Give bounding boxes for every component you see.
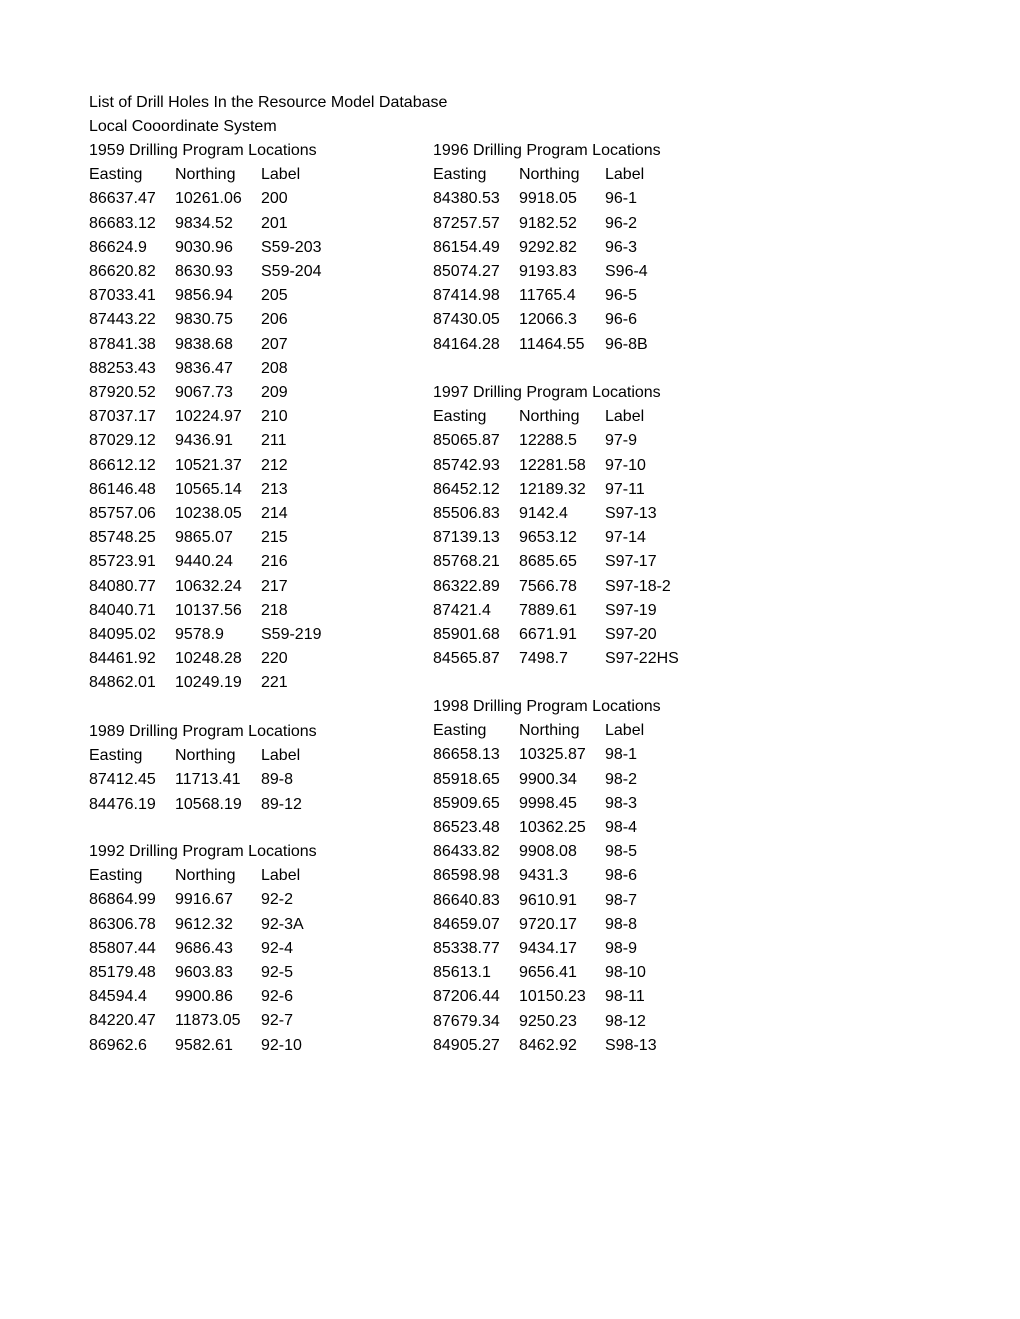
easting-cell: 85179.48 bbox=[89, 964, 156, 981]
easting-cell: 85742.93 bbox=[433, 456, 500, 474]
easting-cell: 84040.71 bbox=[89, 601, 156, 619]
easting-cell: 86624.9 bbox=[89, 238, 147, 256]
label-cell: 96-3 bbox=[605, 238, 638, 256]
northing-cell: 10521.37 bbox=[175, 456, 242, 474]
northing-cell: 11464.55 bbox=[519, 335, 585, 353]
label-cell: 97-9 bbox=[605, 432, 638, 450]
northing-cell: 9900.34 bbox=[519, 770, 577, 788]
easting-cell: 85807.44 bbox=[89, 939, 156, 957]
easting-cell: 87037.17 bbox=[89, 408, 156, 426]
label-cell: S96-4 bbox=[605, 263, 648, 280]
label-cell: 96-2 bbox=[605, 214, 638, 232]
easting-cell: 84565.87 bbox=[433, 650, 500, 668]
easting-cell: 86962.6 bbox=[89, 1036, 147, 1054]
northing-cell: 9142.4 bbox=[519, 505, 568, 522]
label-cell: 97-14 bbox=[605, 529, 646, 547]
label-cell: 98-11 bbox=[605, 988, 645, 1006]
easting-cell: 87430.05 bbox=[433, 311, 500, 329]
header-easting: Easting bbox=[433, 408, 487, 426]
label-cell: 92-4 bbox=[261, 939, 294, 957]
label-cell: 206 bbox=[261, 311, 288, 329]
northing-cell: 9578.9 bbox=[175, 626, 224, 643]
easting-cell: 85918.65 bbox=[433, 770, 500, 788]
easting-cell: 87139.13 bbox=[433, 529, 500, 547]
label-cell: 205 bbox=[261, 287, 288, 305]
label-cell: 212 bbox=[261, 456, 288, 474]
program-title: 1996 Drilling Program Locations bbox=[433, 142, 661, 159]
header-label: Label bbox=[261, 867, 301, 885]
northing-cell: 9900.86 bbox=[175, 988, 233, 1006]
label-cell: S97-19 bbox=[605, 601, 657, 619]
header-northing: Northing bbox=[519, 722, 580, 740]
easting-cell: 86523.48 bbox=[433, 819, 500, 836]
header-northing: Northing bbox=[175, 166, 236, 184]
northing-cell: 9612.32 bbox=[175, 915, 233, 933]
easting-cell: 85613.1 bbox=[433, 964, 491, 982]
northing-cell: 10224.97 bbox=[175, 408, 242, 426]
header-easting: Easting bbox=[89, 747, 143, 765]
label-cell: 209 bbox=[261, 384, 288, 401]
easting-cell: 85748.25 bbox=[89, 529, 156, 547]
northing-cell: 12189.32 bbox=[519, 480, 586, 498]
northing-cell: 8685.65 bbox=[519, 553, 577, 571]
easting-cell: 85757.06 bbox=[89, 505, 156, 522]
label-cell: 98-9 bbox=[605, 940, 638, 957]
label-cell: 213 bbox=[261, 480, 288, 498]
easting-cell: 86637.47 bbox=[89, 190, 156, 208]
easting-cell: 85901.68 bbox=[433, 626, 500, 643]
northing-cell: 9182.52 bbox=[519, 214, 577, 232]
easting-cell: 86146.48 bbox=[89, 480, 156, 498]
label-cell: 96-6 bbox=[605, 311, 638, 329]
easting-cell: 88253.43 bbox=[89, 359, 156, 377]
label-cell: S59-203 bbox=[261, 238, 322, 256]
easting-cell: 84659.07 bbox=[433, 915, 500, 933]
easting-cell: 84080.77 bbox=[89, 577, 156, 595]
label-cell: 98-10 bbox=[605, 964, 646, 982]
label-cell: 215 bbox=[261, 529, 288, 547]
northing-cell: 12288.5 bbox=[519, 432, 577, 450]
northing-cell: 9916.67 bbox=[175, 891, 233, 909]
northing-cell: 10249.19 bbox=[175, 674, 242, 692]
easting-cell: 84164.28 bbox=[433, 335, 500, 353]
easting-cell: 87412.45 bbox=[89, 771, 156, 789]
easting-cell: 85506.83 bbox=[433, 505, 500, 522]
easting-cell: 86322.89 bbox=[433, 577, 500, 595]
label-cell: 89-12 bbox=[261, 795, 302, 813]
program-title: 1959 Drilling Program Locations bbox=[89, 142, 317, 159]
label-cell: 217 bbox=[261, 577, 288, 595]
label-cell: 98-5 bbox=[605, 843, 638, 861]
northing-cell: 11713.41 bbox=[175, 771, 241, 789]
easting-cell: 86306.78 bbox=[89, 915, 156, 933]
label-cell: 96-8B bbox=[605, 335, 648, 353]
easting-cell: 84594.4 bbox=[89, 988, 147, 1006]
label-cell: 220 bbox=[261, 650, 288, 668]
label-cell: 207 bbox=[261, 335, 288, 353]
header-label: Label bbox=[261, 166, 301, 184]
northing-cell: 7566.78 bbox=[519, 577, 577, 595]
northing-cell: 11765.4 bbox=[519, 287, 576, 305]
northing-cell: 12066.3 bbox=[519, 311, 577, 329]
easting-cell: 87920.52 bbox=[89, 384, 156, 401]
northing-cell: 9998.45 bbox=[519, 794, 577, 812]
label-cell: 218 bbox=[261, 601, 288, 619]
northing-cell: 10261.06 bbox=[175, 190, 242, 208]
label-cell: 214 bbox=[261, 505, 288, 522]
easting-cell: 84461.92 bbox=[89, 650, 156, 668]
label-cell: 98-4 bbox=[605, 819, 638, 836]
northing-cell: 10362.25 bbox=[519, 819, 586, 836]
label-cell: 208 bbox=[261, 359, 288, 377]
northing-cell: 9686.43 bbox=[175, 939, 233, 957]
northing-cell: 9856.94 bbox=[175, 287, 233, 305]
label-cell: 98-7 bbox=[605, 891, 638, 909]
easting-cell: 84380.53 bbox=[433, 190, 500, 208]
easting-cell: 86433.82 bbox=[433, 843, 500, 861]
northing-cell: 9431.3 bbox=[519, 867, 568, 885]
label-cell: 98-2 bbox=[605, 770, 638, 788]
northing-cell: 9720.17 bbox=[519, 915, 577, 933]
easting-cell: 85909.65 bbox=[433, 794, 500, 812]
label-cell: 96-5 bbox=[605, 287, 638, 305]
label-cell: S59-219 bbox=[261, 626, 322, 643]
label-cell: 216 bbox=[261, 553, 288, 571]
label-cell: S59-204 bbox=[261, 263, 322, 280]
northing-cell: 9067.73 bbox=[175, 384, 233, 401]
northing-cell: 8462.92 bbox=[519, 1036, 577, 1054]
header-northing: Northing bbox=[175, 747, 236, 765]
easting-cell: 86612.12 bbox=[89, 456, 156, 474]
northing-cell: 9030.96 bbox=[175, 238, 233, 256]
northing-cell: 9830.75 bbox=[175, 311, 233, 329]
header-easting: Easting bbox=[433, 166, 487, 184]
northing-cell: 8630.93 bbox=[175, 263, 233, 280]
northing-cell: 12281.58 bbox=[519, 456, 586, 474]
easting-cell: 87206.44 bbox=[433, 988, 500, 1006]
northing-cell: 9434.17 bbox=[519, 940, 577, 957]
label-cell: 97-10 bbox=[605, 456, 646, 474]
coordinate-system-label: Local Cooordinate System bbox=[89, 118, 277, 135]
northing-cell: 9656.41 bbox=[519, 964, 577, 982]
easting-cell: 87257.57 bbox=[433, 214, 500, 232]
header-northing: Northing bbox=[519, 166, 580, 184]
easting-cell: 85768.21 bbox=[433, 553, 500, 571]
northing-cell: 9865.07 bbox=[175, 529, 233, 547]
program-title: 1992 Drilling Program Locations bbox=[89, 843, 317, 860]
header-northing: Northing bbox=[519, 408, 580, 426]
label-cell: 96-1 bbox=[605, 190, 638, 208]
northing-cell: 9653.12 bbox=[519, 529, 577, 547]
easting-cell: 86154.49 bbox=[433, 238, 500, 256]
easting-cell: 86640.83 bbox=[433, 891, 500, 909]
easting-cell: 85065.87 bbox=[433, 432, 500, 450]
easting-cell: 86864.99 bbox=[89, 891, 156, 909]
label-cell: 92-3A bbox=[261, 915, 304, 933]
label-cell: 98-8 bbox=[605, 915, 638, 933]
label-cell: 92-2 bbox=[261, 891, 294, 909]
northing-cell: 9918.05 bbox=[519, 190, 577, 208]
easting-cell: 87414.98 bbox=[433, 287, 500, 305]
easting-cell: 87443.22 bbox=[89, 311, 156, 329]
label-cell: S97-20 bbox=[605, 626, 657, 643]
easting-cell: 86598.98 bbox=[433, 867, 500, 885]
northing-cell: 9436.91 bbox=[175, 432, 233, 450]
header-easting: Easting bbox=[433, 722, 487, 740]
document-title: List of Drill Holes In the Resource Model Database bbox=[89, 94, 448, 111]
label-cell: S97-22HS bbox=[605, 650, 679, 668]
northing-cell: 9834.52 bbox=[175, 214, 233, 232]
easting-cell: 84095.02 bbox=[89, 626, 156, 643]
header-label: Label bbox=[605, 722, 645, 740]
label-cell: S97-18-2 bbox=[605, 577, 671, 595]
easting-cell: 86658.13 bbox=[433, 746, 500, 764]
northing-cell: 10137.56 bbox=[175, 601, 242, 619]
easting-cell: 87679.34 bbox=[433, 1012, 500, 1030]
northing-cell: 10150.23 bbox=[519, 988, 586, 1006]
label-cell: 92-6 bbox=[261, 988, 294, 1006]
northing-cell: 9250.23 bbox=[519, 1012, 577, 1030]
northing-cell: 9582.61 bbox=[175, 1036, 233, 1054]
program-title: 1998 Drilling Program Locations bbox=[433, 698, 661, 715]
easting-cell: 84220.47 bbox=[89, 1012, 156, 1030]
easting-cell: 87841.38 bbox=[89, 335, 156, 353]
easting-cell: 86620.82 bbox=[89, 263, 156, 280]
label-cell: 89-8 bbox=[261, 771, 294, 789]
label-cell: 98-3 bbox=[605, 794, 638, 812]
easting-cell: 84905.27 bbox=[433, 1036, 500, 1054]
label-cell: 92-10 bbox=[261, 1036, 302, 1054]
easting-cell: 87033.41 bbox=[89, 287, 156, 305]
northing-cell: 9836.47 bbox=[175, 359, 233, 377]
northing-cell: 9603.83 bbox=[175, 964, 233, 981]
label-cell: 211 bbox=[261, 432, 287, 450]
label-cell: 98-1 bbox=[605, 746, 638, 764]
program-title: 1989 Drilling Program Locations bbox=[89, 723, 317, 740]
label-cell: 92-7 bbox=[261, 1012, 294, 1030]
easting-cell: 84476.19 bbox=[89, 795, 156, 813]
northing-cell: 7889.61 bbox=[519, 601, 577, 619]
label-cell: 221 bbox=[261, 674, 288, 692]
northing-cell: 10568.19 bbox=[175, 795, 242, 813]
label-cell: 210 bbox=[261, 408, 288, 426]
northing-cell: 9440.24 bbox=[175, 553, 233, 571]
label-cell: 201 bbox=[261, 214, 288, 232]
easting-cell: 87421.4 bbox=[433, 601, 491, 619]
northing-cell: 6671.91 bbox=[519, 626, 577, 643]
label-cell: S97-17 bbox=[605, 553, 657, 571]
easting-cell: 84862.01 bbox=[89, 674, 156, 692]
northing-cell: 10632.24 bbox=[175, 577, 242, 595]
label-cell: 97-11 bbox=[605, 480, 645, 498]
northing-cell: 10238.05 bbox=[175, 505, 242, 522]
header-northing: Northing bbox=[175, 867, 236, 885]
northing-cell: 9838.68 bbox=[175, 335, 233, 353]
easting-cell: 87029.12 bbox=[89, 432, 156, 450]
northing-cell: 10325.87 bbox=[519, 746, 586, 764]
easting-cell: 85074.27 bbox=[433, 263, 500, 280]
northing-cell: 10248.28 bbox=[175, 650, 242, 668]
label-cell: 98-12 bbox=[605, 1012, 646, 1030]
label-cell: 200 bbox=[261, 190, 288, 208]
northing-cell: 9908.08 bbox=[519, 843, 577, 861]
easting-cell: 86452.12 bbox=[433, 480, 500, 498]
header-label: Label bbox=[261, 747, 301, 765]
label-cell: 98-6 bbox=[605, 867, 638, 885]
header-label: Label bbox=[605, 408, 645, 426]
label-cell: S98-13 bbox=[605, 1036, 657, 1054]
northing-cell: 9193.83 bbox=[519, 263, 577, 280]
label-cell: S97-13 bbox=[605, 505, 657, 522]
label-cell: 92-5 bbox=[261, 964, 294, 981]
northing-cell: 9610.91 bbox=[519, 891, 577, 909]
northing-cell: 11873.05 bbox=[175, 1012, 241, 1030]
easting-cell: 85723.91 bbox=[89, 553, 156, 571]
easting-cell: 85338.77 bbox=[433, 940, 500, 957]
northing-cell: 9292.82 bbox=[519, 238, 577, 256]
header-label: Label bbox=[605, 166, 645, 184]
easting-cell: 86683.12 bbox=[89, 214, 156, 232]
northing-cell: 7498.7 bbox=[519, 650, 568, 668]
northing-cell: 10565.14 bbox=[175, 480, 242, 498]
header-easting: Easting bbox=[89, 166, 143, 184]
program-title: 1997 Drilling Program Locations bbox=[433, 384, 661, 401]
header-easting: Easting bbox=[89, 867, 143, 885]
